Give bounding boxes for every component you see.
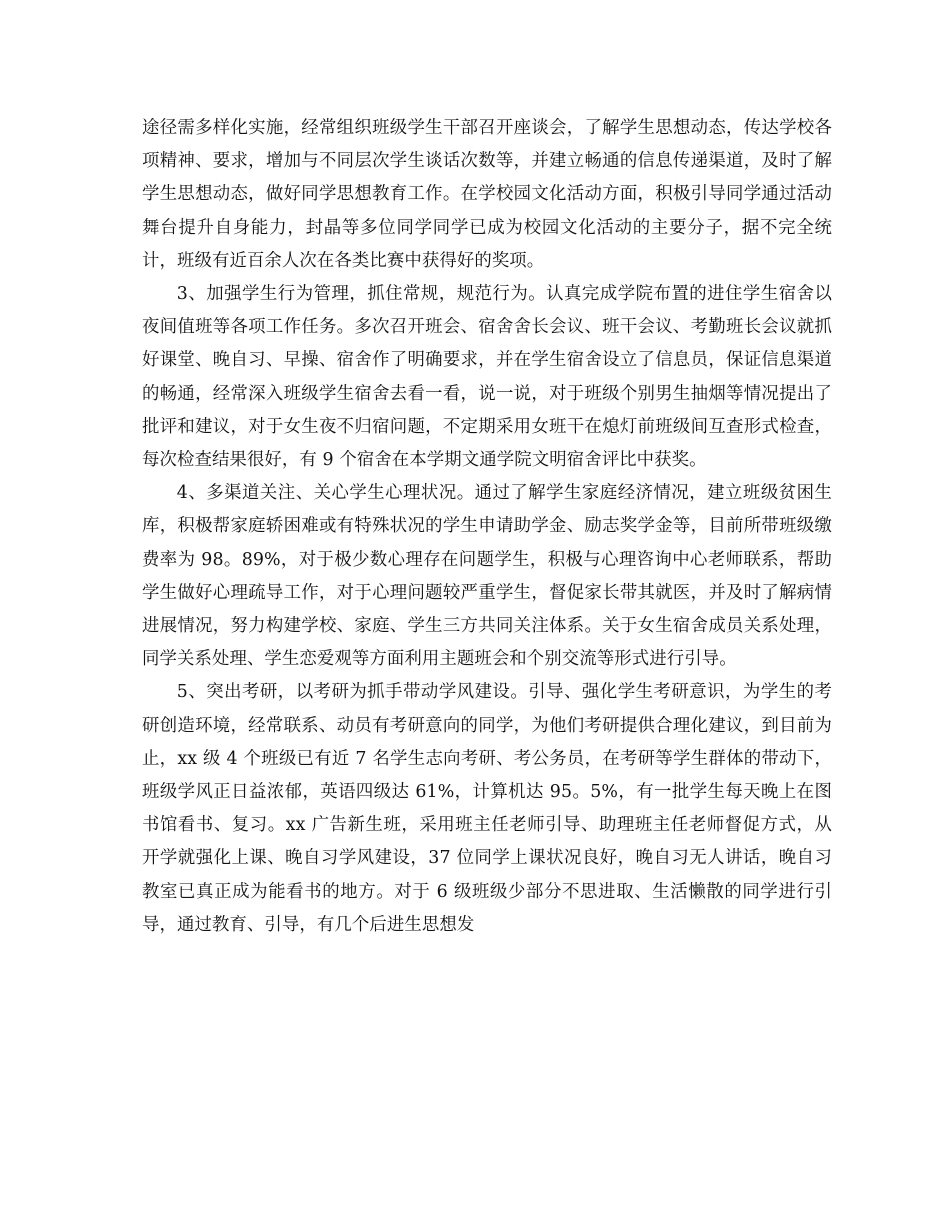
paragraph-item-5: 5、突出考研，以考研为抓手带动学风建设。引导、强化学生考研意识，为学生的考研创造环境，经常联系、动员有考研意向的同学，为他们考研提供合理化建议，到目前为止，xx 级 4 个班级已有近 7 名学生志向考研、考公务员，在考研等学生群体的带动下，班级学风正日益浓郁，英语四级达 61%，计算机达 95。5%，有一批学生每天晚上在图书馆看书、复习。xx 广告新生班，采用班主任老师引导、助理班主任老师督促方式，从开学就强化上课、晚自习学风建设，37 位同学上课状况良好，晚自习无人讲话，晚自习教室已真正成为能看书的地方。对于 6 级班级少部分不思进取、生活懒散的同学进行引导，通过教育、引导，有几个后进生思想发 <box>142 682 832 935</box>
paragraph-item-3: 3、加强学生行为管理，抓住常规，规范行为。认真完成学院布置的进住学生宿舍以夜间值班等各项工作任务。多次召开班会、宿舍舍长会议、班干会议、考勤班长会议就抓好课堂、晚自习、早操、宿舍作了明确要求，并在学生宿舍设立了信息员，保证信息渠道的畅通，经常深入班级学生宿舍去看一看，说一说，对于班级个别男生抽烟等情况提出了批评和建议，对于女生夜不归宿问题，不定期采用女班干在熄灯前班级间互查形式检查，每次检查结果很好，有 9 个宿舍在本学期文通学院文明宿舍评比中获奖。 <box>142 284 832 471</box>
paragraph-item-4: 4、多渠道关注、关心学生心理状况。通过了解学生家庭经济情况，建立班级贫困生库，积极帮家庭轿困难或有特殊状况的学生申请助学金、励志奖学金等，目前所带班级缴费率为 98。89%，对于极少数心理存在问题学生，积极与心理咨询中心老师联系，帮助学生做好心理疏导工作，对于心理问题较严重学生，督促家长带其就医，并及时了解病情进展情况，努力构建学校、家庭、学生三方共同关注体系。关于女生宿舍成员关系处理，同学关系处理、学生恋爱观等方面利用主题班会和个别交流等形式进行引导。 <box>142 483 832 670</box>
document-body <box>142 112 832 942</box>
paragraph-continuation: 途径需多样化实施，经常组织班级学生干部召开座谈会，了解学生思想动态，传达学校各项精神、要求，增加与不同层次学生谈话次数等，并建立畅通的信息传递渠道，及时了解学生思想动态，做好同学思想教育工作。在学校园文化活动方面，积极引导同学通过活动舞台提升自身能力，封晶等多位同学同学已成为校园文化活动的主要分子，据不完全统计，班级有近百余人次在各类比赛中获得好的奖项。 <box>142 118 832 271</box>
